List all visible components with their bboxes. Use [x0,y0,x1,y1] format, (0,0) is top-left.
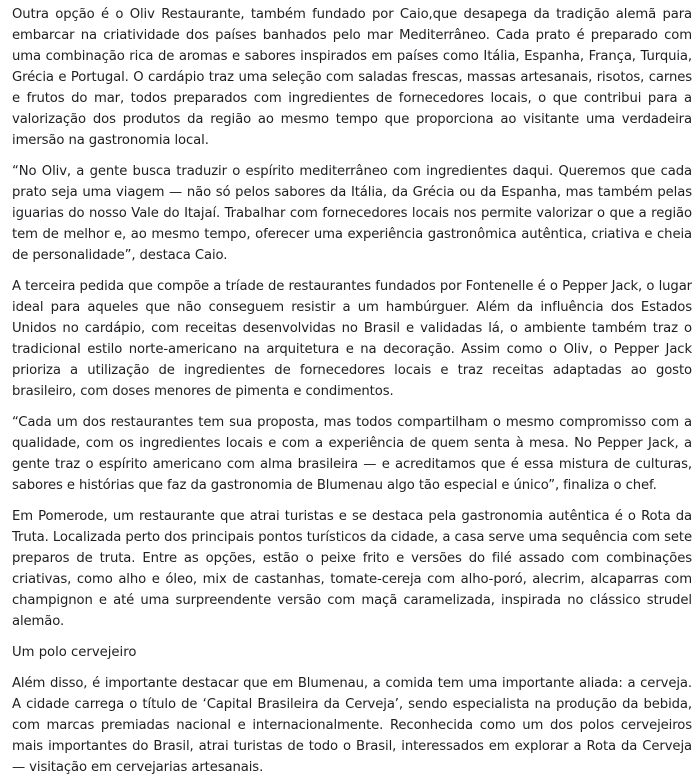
paragraph-beer-capital: Além disso, é importante destacar que em Blumenau, a comida tem uma importante aliada: a cerveja. A cidade carrega o título de ‘Capital Brasileira da Cerveja’, sendo especialista na produção da bebida, com marcas premiadas nacional e internacionalmente. Reconhecida como um dos polos cervejeiros mais importantes do Brasil, atrai turistas de todo o Brasil, interessados em explorar a Rota da Cerveja — visitação em cervejarias artesanais. [12,676,692,775]
paragraph-pepper-jack: A terceira pedida que compõe a tríade de restaurantes fundados por Fontenelle é o Pepper Jack, o lugar ideal para aqueles que não conseguem resistir a um hambúrguer. Além da influência dos Estados Unidos no cardápio, com receitas desenvolvidas no Brasil e validadas lá, o ambiente também traz o tradicional estilo norte-americano na arquitetura e na decoração. Assim como o Oliv, o Pepper Jack prioriza a utilização de ingredientes de fornecedores locais e traz receitas adaptadas ao gosto brasileiro, com doses menores de pimenta e condimentos. [12,279,692,399]
paragraph-oliv-restaurant: Outra opção é o Oliv Restaurante, também fundado por Caio,que desapega da tradição alemã para embarcar na criatividade dos países banhados pelo mar Mediterrâneo. Cada prato é preparado com uma combinação rica de aromas e sabores inspirados em países como Itália, Espanha, França, Turquia, Grécia e Portugal. O cardápio traz uma seleção com saladas frescas, massas artesanais, risotos, carnes e frutos do mar, todos preparados com ingredientes de fornecedores locais, o que contribui para a valorização dos produtos da região ao mesmo tempo que proporciona ao visitante uma verdadeira imersão na gastronomia local. [12,7,692,148]
section-subheading: Um polo cervejeiro [12,645,137,660]
paragraph-rota-da-truta: Em Pomerode, um restaurante que atrai turistas e se destaca pela gastronomia autêntica é o Rota da Truta. Localizada perto dos principais pontos turísticos da cidade, a casa serve uma sequência com sete preparos de truta. Entre as opções, estão o peixe frito e versões do filé assado com combinações criativas, como alho e óleo, mix de castanhas, tomate-cereja com alho-poró, alecrim, alcaparras com champignon e até uma surpreendente versão com maçã caramelizada, inspirada no clássico strudel alemão. [12,509,692,629]
paragraph-caio-quote-oliv: “No Oliv, a gente busca traduzir o espírito mediterrâneo com ingredientes daqui. Queremos que cada prato seja uma viagem — não só pelos sabores da Itália, da Grécia ou da Espanha, mas também pelas iguarias do nosso Vale do Itajaí. Trabalhar com fornecedores locais nos permite valorizar o que a região tem de melhor e, ao mesmo tempo, oferecer uma experiência gastronômica autêntica, criativa e cheia de personalidade”, destaca Caio. [12,164,692,263]
paragraph-chef-quote-pepper-jack: “Cada um dos restaurantes tem sua proposta, mas todos compartilham o mesmo compromisso com a qualidade, com os ingredientes locais e com a experiência de quem senta à mesa. No Pepper Jack, a gente traz o espírito americano com alma brasileira — e acreditamos que é essa mistura de culturas, sabores e histórias que faz da gastronomia de Blumenau algo tão especial e único”, finaliza o chef. [12,415,692,493]
